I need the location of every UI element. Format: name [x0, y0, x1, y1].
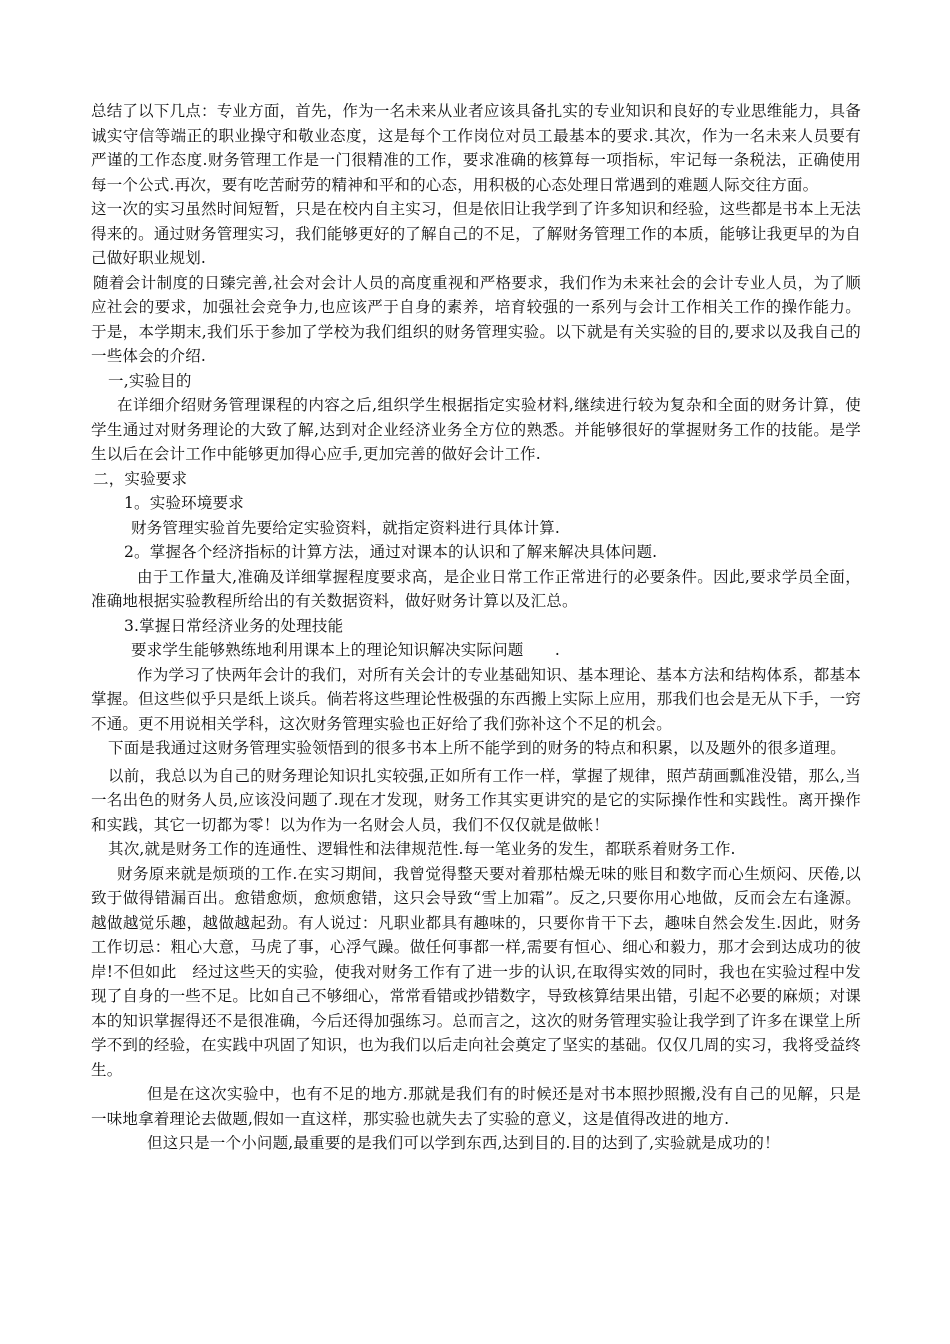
paragraph-summary: 总结了以下几点：专业方面，首先，作为一名未来从业者应该具备扎实的专业知识和良好的专业思维能力，具备诚实守信等端正的职业操守和敬业态度，这是每个工作岗位对员工最基本的要求.其次，作为一名未来人员要有严谨的工作态度.财务管理工作是一门很精准的工作，要求准确的核算每一项指标，牢记每一条税法，正确使用每一个公式.再次，要有吃苦耐劳的精神和平和的心态，用积极的心态处理日常遇到的难题人际交往方面。: [91, 102, 861, 194]
requirement-1-body: 财务管理实验首先要给定实验资料，就指定资料进行具体计算.: [131, 518, 561, 537]
paragraph-learning-reflection: 作为学习了快两年会计的我们，对所有关会计的专业基础知识、基本理论、基本方法和结构体系，都基本掌握。但这些似乎只是纸上谈兵。倘若将这些理论性极强的东西搬上实际上应用，那我们也会是无从下手，一窍不通。更不用说相关学科，这次财务管理实验也正好给了我们弥补这个不足的机会。: [91, 665, 861, 733]
paragraph-shortcomings: 但是在这次实验中，也有不足的地方.那就是我们有的时候还是对书本照抄照搬,没有自己的见解，只是一味地拿着理论去做题,假如一直这样，那实验也就失去了实验的意义，这是值得改进的地方.: [91, 1085, 861, 1128]
paragraph-internship: 这一次的实习虽然时间短暂，只是在校内自主实习，但是依旧让我学到了许多知识和经验，这些都是书本上无法得来的。通过财务管理实习，我们能够更好的了解自己的不足，了解财务管理工作的本质，能够让我更早的为自己做好职业规划.: [91, 200, 861, 267]
paragraph-previous-thinking: 以前，我总以为自己的财务理论知识扎实较强,正如所有工作一样，掌握了规律，照芦葫画瓢准没错，那么,当一名出色的财务人员,应该没问题了.现在才发现，财务工作其实更讲究的是它的实际操作性和实践性。离开操作和实践，其它一切都为零！以为作为一名财会人员，我们不仅仅就是做帐！: [91, 766, 861, 834]
requirement-2-title: 2。掌握各个经济指标的计算方法，通过对课本的认识和了解来解决具体问题.: [124, 543, 658, 561]
paragraph-insights-intro: 下面是我通过这财务管理实验领悟到的很多书本上所不能学到的财务的特点和积累，以及题外的很多道理。: [108, 739, 846, 757]
requirement-3-title: 3.掌握日常经济业务的处理技能: [124, 616, 344, 635]
heading-experiment-requirements: 二，实验要求: [93, 469, 188, 488]
paragraph-introduction: 随着会计制度的日臻完善,社会对会计人员的高度重视和严格要求，我们作为未来社会的会计专业人员，为了顺应社会的要求，加强社会竞争力,也应该严于自身的素养，培育较强的一系列与会计工作相关工作的操作能力。于是，本学期末,我们乐于参加了学校为我们组织的财务管理实验。以下就是有关实验的目的,要求以及我自己的一些体会的介绍.: [91, 273, 861, 365]
requirement-2-body: 由于工作量大,准确及详细掌握程度要求高，是企业日常工作正常进行的必要条件。因此,要求学员全面，准确地根据实验教程所给出的有关数据资料，做好财务计算以及汇总。: [91, 567, 861, 610]
paragraph-tedious-work: 财务原来就是烦琐的工作.在实习期间，我曾觉得整天要对着那枯燥无味的账目和数字而心生烦闷、厌倦,以致于做得错漏百出。愈错愈烦，愈烦愈错，这只会导致“雪上加霜”。反之,只要你用心地做，反而会左右逢源。越做越觉乐趣，越做越起劲。有人说过：凡职业都具有趣味的，只要你肯干下去，趣味自然会发生.因此，财务工作切忌：粗心大意，马虎了事，心浮气躁。做任何事都一样,需要有恒心、细心和毅力，那才会到达成功的彼岸!不但如此 经过这些天的实验，使我对财务工作有了进一步的认识,在取得实效的同时，我也在实验过程中发现了自身的一些不足。比如自己不够细心，常常看错或抄错数字，导致核算结果出错，引起不必要的麻烦；对课本的知识掌握得还不是很准确，今后还得加强练习。总而言之，这次的财务管理实验让我学到了许多在课堂上所学不到的经验，在实践中巩固了知识，也为我们以后走向社会奠定了坚实的基础。仅仅几周的实习，我将受益终生。: [91, 864, 861, 1079]
requirement-1-title: 1。实验环境要求: [124, 494, 244, 512]
heading-experiment-purpose: 一,实验目的: [108, 371, 192, 390]
paragraph-conclusion: 但这只是一个小问题,最重要的是我们可以学到东西,达到目的.目的达到了,实验就是成功的！: [147, 1134, 780, 1152]
document-body: [91, 99, 861, 1156]
paragraph-continuity: 其次,就是财务工作的连通性、逻辑性和法律规范性.每一笔业务的发生，都联系着财务工作.: [108, 840, 736, 858]
requirement-3-body: 要求学生能够熟练地利用课本上的理论知识解决实际问题 .: [131, 641, 561, 659]
paragraph-purpose: 在详细介绍财务管理课程的内容之后,组织学生根据指定实验材料,继续进行较为复杂和全面的财务计算，使学生通过对财务理论的大致了解,达到对企业经济业务全方位的熟悉。并能够很好的掌握财务工作的技能。是学生以后在会计工作中能够更加得心应手,更加完善的做好会计工作.: [91, 396, 861, 463]
